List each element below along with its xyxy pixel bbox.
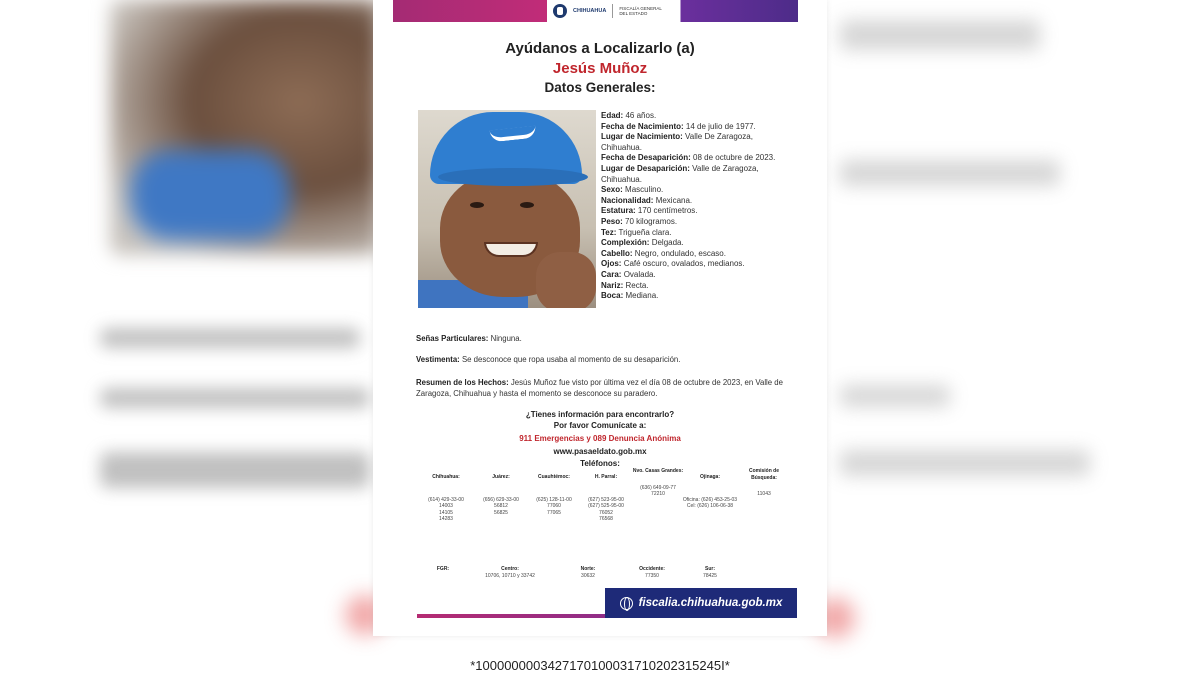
phone-number: (636) 649-09-77 bbox=[640, 484, 676, 491]
fgr-value: 78425 bbox=[703, 572, 717, 579]
detail-row bbox=[601, 206, 796, 217]
detail-value: Masculino. bbox=[625, 185, 664, 195]
detail-value: 46 años. bbox=[625, 111, 657, 120]
detail-label: Nariz: bbox=[601, 280, 624, 290]
emergency-numbers: 911 Emergencias y 089 Denuncia Anónima bbox=[519, 434, 681, 443]
phone-number: (614) 429-33-00 bbox=[428, 496, 464, 503]
detail-label: Complexión: bbox=[601, 238, 650, 248]
poster-title: Ayúdanos a Localizarlo (a) bbox=[505, 40, 695, 57]
phone-number: Cel: (626) 106-06-38 bbox=[686, 503, 734, 509]
fgr-column bbox=[558, 566, 618, 579]
website-link[interactable]: www.pasaeldato.gob.mx bbox=[553, 447, 647, 456]
detail-value: Trigueña clara. bbox=[618, 227, 672, 237]
phone-column bbox=[736, 468, 792, 498]
fgr-value: 10706, 10710 y 33742 bbox=[485, 572, 535, 579]
detail-value: Mediana. bbox=[625, 291, 659, 301]
logo-divider bbox=[612, 4, 613, 18]
detail-value: Delgada. bbox=[651, 238, 684, 248]
contact-please: Por favor Comunícate a: bbox=[553, 421, 647, 430]
detail-row bbox=[601, 153, 796, 164]
phone-city: H. Parral: bbox=[594, 474, 618, 480]
detail-row bbox=[601, 196, 796, 207]
blurred-text-line bbox=[840, 160, 1060, 186]
phone-column bbox=[473, 474, 529, 516]
detail-label: Cabello: bbox=[601, 248, 633, 258]
detail-row bbox=[601, 111, 796, 122]
detail-value: Recta. bbox=[625, 280, 649, 290]
phone-number: 76052 bbox=[599, 509, 613, 516]
footer-site: fiscalia.chihuahua.gob.mx bbox=[638, 597, 783, 609]
phone-number: 77060 bbox=[547, 503, 561, 509]
detail-label: Fecha de Nacimiento: bbox=[601, 121, 684, 131]
emblem-icon bbox=[553, 4, 567, 18]
detail-row bbox=[601, 132, 796, 153]
phone-column bbox=[630, 468, 686, 498]
detail-label: Lugar de Desaparición: bbox=[601, 163, 690, 173]
blurred-text-line bbox=[840, 20, 1040, 50]
clothing: Vestimenta: Se desconoce que ropa usaba al momento de su desaparición. bbox=[416, 355, 681, 364]
header-bar bbox=[393, 0, 798, 22]
fgr-column bbox=[680, 566, 740, 579]
contact-question: ¿Tienes información para encontrarlo? bbox=[525, 410, 675, 419]
detail-row bbox=[601, 238, 796, 249]
detail-row bbox=[601, 259, 796, 270]
phone-city: Ojinaga: bbox=[699, 474, 720, 480]
fgr-label: FGR: bbox=[436, 566, 450, 572]
detail-value: 70 kilogramos. bbox=[625, 216, 678, 226]
phone-number: 77065 bbox=[547, 509, 561, 516]
phone-column bbox=[418, 474, 474, 523]
detail-row bbox=[601, 164, 796, 185]
detail-label: Nacionalidad: bbox=[601, 195, 654, 205]
phone-column bbox=[578, 474, 634, 523]
fgr-column bbox=[413, 566, 473, 573]
detail-label: Tez: bbox=[601, 227, 617, 237]
phone-number: (656) 629-33-00 bbox=[483, 496, 519, 503]
detail-row bbox=[601, 249, 796, 260]
detail-row bbox=[601, 270, 796, 281]
blurred-photo bbox=[110, 0, 380, 255]
fgr-label: Centro: bbox=[501, 566, 519, 572]
phone-number: (627) 525-95-00 bbox=[588, 503, 624, 509]
detail-value: Café oscuro, ovalados, medianos. bbox=[623, 259, 745, 269]
detail-value: Ovalada. bbox=[623, 269, 656, 279]
section-title: Datos Generales: bbox=[544, 80, 656, 95]
fgr-value: 30632 bbox=[581, 572, 595, 579]
government-logo bbox=[553, 0, 669, 22]
detail-row bbox=[601, 291, 796, 302]
blurred-text-line bbox=[100, 388, 370, 408]
detail-label: Peso: bbox=[601, 216, 623, 226]
detail-value: 14 de julio de 1977. bbox=[685, 121, 756, 131]
detail-label: Estatura: bbox=[601, 206, 636, 216]
blurred-text-line bbox=[840, 385, 950, 407]
phone-number: 56812 bbox=[494, 503, 508, 509]
blurred-text-line bbox=[100, 328, 360, 348]
person-name: Jesús Muñoz bbox=[552, 60, 648, 77]
phone-number: 72210 bbox=[651, 491, 665, 497]
footer-site-box[interactable] bbox=[605, 588, 797, 618]
detail-label: Edad: bbox=[601, 111, 624, 120]
detail-label: Boca: bbox=[601, 291, 624, 301]
missing-person-poster bbox=[373, 0, 827, 636]
detail-value: Mexicana. bbox=[655, 195, 693, 205]
fgr-column bbox=[480, 566, 540, 579]
detail-label: Lugar de Nacimiento: bbox=[601, 132, 683, 142]
fgr-value: 77350 bbox=[645, 572, 659, 579]
logo-main-text: CHIHUAHUA bbox=[573, 8, 607, 14]
globe-icon bbox=[620, 597, 633, 610]
phone-city: Nvo. Casas Grandes: bbox=[632, 468, 684, 474]
phone-city: Comisión de Búsqueda: bbox=[748, 468, 779, 481]
phones-title: Teléfonos: bbox=[580, 459, 620, 468]
detail-row bbox=[601, 228, 796, 239]
fgr-label: Norte: bbox=[580, 566, 596, 572]
detail-row bbox=[601, 122, 796, 133]
logo-agency-text: FISCALÍA GENERAL DEL ESTADO bbox=[619, 6, 662, 16]
detail-value: Negro, ondulado, escaso. bbox=[634, 248, 726, 258]
detail-label: Sexo: bbox=[601, 185, 623, 195]
blurred-text-line bbox=[840, 450, 1090, 476]
phone-number: 14105 bbox=[439, 509, 453, 516]
detail-row bbox=[601, 185, 796, 196]
detail-row bbox=[601, 281, 796, 292]
person-photo bbox=[418, 110, 596, 308]
detail-value: 08 de octubre de 2023. bbox=[693, 153, 776, 163]
phone-city: Chihuahua: bbox=[432, 474, 460, 480]
phone-number: 14003 bbox=[439, 503, 453, 509]
footer-bar bbox=[417, 588, 797, 618]
phone-number: (627) 523-95-00 bbox=[588, 496, 624, 503]
blurred-text-line bbox=[100, 452, 370, 488]
detail-row bbox=[601, 217, 796, 228]
phone-column bbox=[682, 474, 738, 510]
fgr-label: Occidente: bbox=[639, 566, 665, 572]
detail-label: Fecha de Desaparición: bbox=[601, 153, 691, 163]
general-data-list bbox=[601, 111, 796, 302]
phone-city: Cuauhtémoc: bbox=[538, 474, 570, 480]
phone-number: Oficina: (626) 453-25-03 bbox=[682, 496, 738, 503]
phone-number: (625) 128-11-00 bbox=[536, 496, 572, 503]
detail-label: Ojos: bbox=[601, 259, 622, 269]
phone-number: 76568 bbox=[599, 516, 613, 522]
facts-summary: Resumen de los Hechos: Jesús Muñoz fue visto por última vez el día 08 de octubre de 2023, en Valle de Zaragoza, Chihuahua y hasta el momento se desconoce su paradero. bbox=[416, 378, 783, 398]
fgr-column bbox=[622, 566, 682, 579]
fgr-label: Sur: bbox=[705, 566, 715, 572]
distinguishing-marks: Señas Particulares: Ninguna. bbox=[416, 334, 522, 343]
detail-value: Valle de Zaragoza, Chihuahua. bbox=[601, 163, 759, 184]
phone-number: 11043 bbox=[757, 491, 771, 497]
image-caption: *1000000003427170100031710202315245I* bbox=[470, 658, 730, 673]
phone-number: 56825 bbox=[494, 509, 508, 516]
phone-number: 14283 bbox=[439, 516, 453, 522]
detail-label: Cara: bbox=[601, 269, 622, 279]
detail-value: Valle De Zaragoza, Chihuahua. bbox=[601, 132, 753, 152]
detail-value: 170 centímetros. bbox=[637, 206, 698, 216]
phone-column bbox=[526, 474, 582, 516]
phone-city: Juárez: bbox=[492, 474, 510, 480]
